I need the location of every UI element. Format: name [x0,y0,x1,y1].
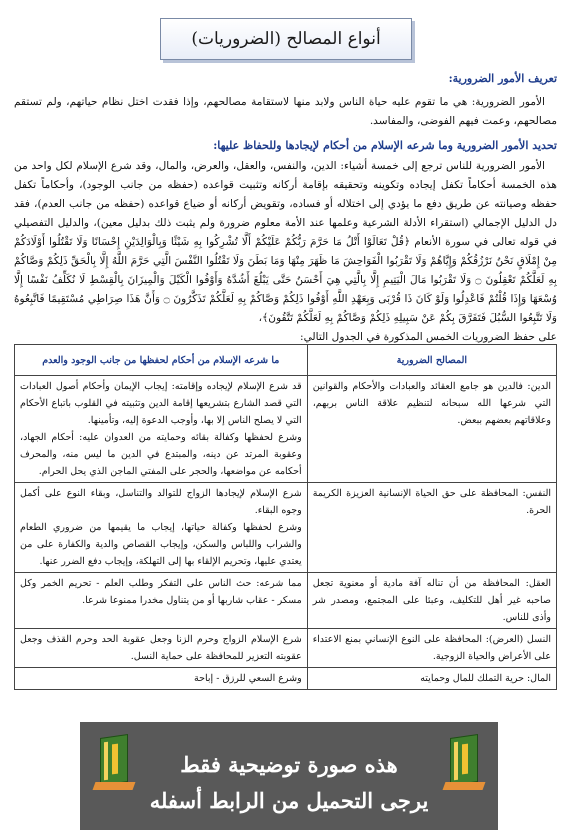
necessity-cell: العقل: المحافظة من أن تناله آفة مادية أو معنوية تجعل صاحبه غير أهل للتكليف، وعبئا على المجتمع، ومصدر شر وأذى للناس. [307,573,556,629]
necessity-cell: النسل (العرض): المحافظة على النوع الإنساني بمنع الاعتداء على الأعراض والحياة الزوجية. [307,629,556,668]
ruling-text: شرع الإسلام لإيجادها الزواج للتوالد والتناسل، وبقاء النوع على أكمل وجوه البقاء. [20,488,302,516]
preview-watermark-overlay [80,722,498,830]
determination-heading: تحديد الأمور الضرورية وما شرعه الإسلام من أحكام لإيجادها وللحفاظ عليها: [213,139,557,152]
determination-closing: على حفظ الضروريات الخمس المذكورة في الجدول التالي: [300,331,557,343]
watermark-download-hint: يرجى التحميل من الرابط أسفله [149,788,429,813]
rulings-cell [15,483,308,573]
rulings-cell [15,629,308,668]
definition-text: الأمور الضرورية: هي ما تقوم عليه حياة الناس ولابد منها لاستقامة مصالحهم، وإذا فقدت اختل نظام حياتهم، ولم تستقم مصالحهم، وعمت فيهم الفوضى، والمفاسد. [14,96,557,127]
definition-paragraph [14,93,557,131]
ruling-text: وشرع لحفظها وكفالة بقائه وحمايته من العدوان عليه: أحكام الجهاد، وعقوبة المرتد عن دينه، والمبتدع في الدين ما ليس منه، والمحرف أحكامه عن مواضعها، والحجر على المفتي الماجن الذي يحل الحرام. [20,432,302,477]
table-row [15,668,557,690]
page-title-text: أنواع المصالح (الضروريات) [191,29,381,49]
necessity-cell: النفس: المحافظة على حق الحياة الإنسانية العزيزة الكريمة الحرة. [307,483,556,573]
table-row [15,629,557,668]
rulings-cell [15,668,308,690]
ruling-text: مما شرعه: حث الناس على التفكر وطلب العلم - تحريم الخمر وكل مسكر - عقاب شاربها أو من يتناول مخدرا ممنوعا شرعا. [20,578,302,606]
page-title [160,18,412,60]
column-header-rulings: ما شرعه الإسلام من أحكام لحفظها من جانب الوجود والعدم [15,345,308,376]
necessity-cell: المال: حرية التملك للمال وحمايته [307,668,556,690]
determination-text: الأمور الضرورية للناس ترجع إلى خمسة أشياء: الدين، والنفس، والعقل، والعرض، والمال، وقد شرع الإسلام لكل واحد من هذه الخمسة أحكاماً تكفل إيجاده وتكوينه وتحقيقه بإقامة أركانه وتثبيت قواعده (حفظه من جانب الوجود)، وأحكاماً تكفل حفظه وصيانته عن طريق دفع ما يؤدي إلى اختلاله أو فساده، وتقويض أركانه أو ضياع قواعده (حفظه من جانب العدم)، فقد دل الدليل الإجمالي (استقراء الأدلة الشرعية وعلمها عند الأمة معلوم ضرورة ولم يثبت ذلك بدليل معين)، والدليل التفصيلي في قوله تعالى في سورة الأنعام ﴿قُلْ تَعَالَوْا أَتْلُ مَا حَرَّمَ رَبُّكُمْ عَلَيْكُمْ أَلَّا تُشْرِكُوا بِهِ شَيْئًا وَبِالْوَالِدَيْنِ إِحْسَانًا وَلَا تَقْتُلُوا أَوْلَادَكُمْ مِنْ إِمْلَاقٍ نَحْنُ نَرْزُقُكُمْ وَإِيَّاهُمْ وَلَا تَقْرَبُوا الْفَوَاحِشَ مَا ظَهَرَ مِنْهَا وَمَا بَطَنَ وَلَا تَقْتُلُوا النَّفْسَ الَّتِي حَرَّمَ اللَّهُ إِلَّا بِالْحَقِّ ذَلِكُمْ وَصَّاكُمْ بِهِ لَعَلَّكُمْ تَعْقِلُونَ ۝ وَلَا تَقْرَبُوا مَالَ الْيَتِيمِ إِلَّا بِالَّتِي هِيَ أَحْسَنُ حَتَّى يَبْلُغَ أَشُدَّهُ وَأَوْفُوا الْكَيْلَ وَالْمِيزَانَ بِالْقِسْطِ لَا نُكَلِّفُ نَفْسًا إِلَّا وُسْعَهَا وَإِذَا قُلْتُمْ فَاعْدِلُوا وَلَوْ كَانَ ذَا قُرْبَى وَبِعَهْدِ اللَّهِ أَوْفُوا ذَلِكُمْ وَصَّاكُمْ بِهِ لَعَلَّكُمْ تَذَكَّرُونَ ۝ وَأَنَّ هَذَا صِرَاطِي مُسْتَقِيمًا فَاتَّبِعُوهُ وَلَا تَتَّبِعُوا السُّبُلَ فَتَفَرَّقَ بِكُمْ عَنْ سَبِيلِهِ ذَلِكُمْ وَصَّاكُمْ بِهِ لَعَلَّكُمْ تَتَّقُونَ﴾، [14,160,557,324]
table-row [15,376,557,483]
watermark-notice: هذه صورة توضيحية فقط [180,752,398,777]
ruling-text: شرع الإسلام الزواج وحرم الزنا وجعل عقوبة الحد وحرم القذف وجعل عقوبته التعزير للمحافظة على حماية النسل. [20,634,302,662]
ruling-text: وشرع السعي للرزق - إباحة [194,673,302,684]
table-header-row [15,345,557,376]
rulings-cell [15,573,308,629]
necessity-cell: الدين: فالدين هو جامع العقائد والعبادات والأحكام والقوانين التي شرعها الله سبحانه لتنظيم علاقة الناس بربهم، وعلاقاتهم بعضهم ببعض. [307,376,556,483]
ruling-text: وشرع لحفظها وكفالة حياتها، إيجاب ما يقيمها من ضروري الطعام والشراب واللباس والسكن، وإيجاب القصاص والدية والكفارة على من يعتدي عليها، وتحريم الإلقاء بها إلى التهلكة، وإيجاب دفع الضرر عنها. [20,522,302,567]
column-header-necessity: المصالح الضرورية [307,345,556,376]
determination-paragraph [14,157,557,347]
table-row [15,573,557,629]
table-row [15,483,557,573]
necessities-table [14,344,557,690]
rulings-cell [15,376,308,483]
definition-heading: تعريف الأمور الضرورية: [448,72,557,85]
ruling-text: قد شرع الإسلام لإيجاده وإقامته: إيجاب الإيمان وأحكام أصول العبادات التي قصد الشارع بتشريعها إقامة الدين وتثبيته في القلوب باتباع الأحكام التي لا يصلح الناس إلا بها، وأوجب الدعوة إليه، وتأمينها. [20,381,302,426]
